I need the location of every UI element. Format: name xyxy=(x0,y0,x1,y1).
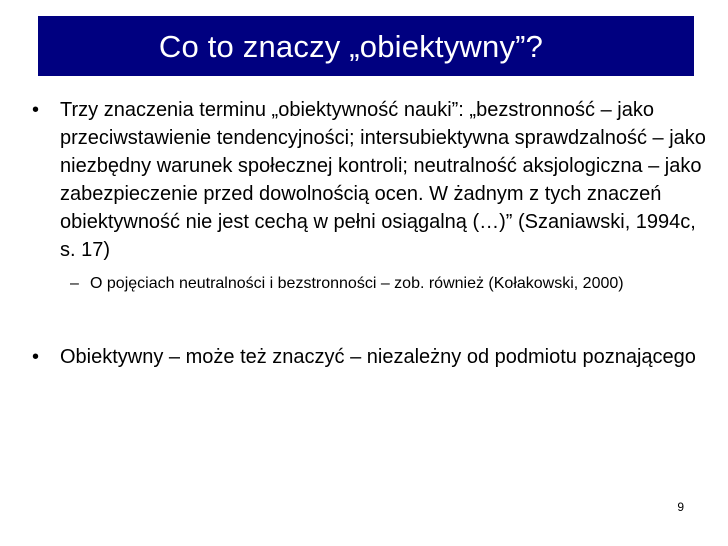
page-number: 9 xyxy=(677,500,684,514)
bullet-dot-icon: • xyxy=(32,99,40,121)
bullet-item xyxy=(30,343,710,371)
bullet-text: Obiektywny – może też znaczyć – niezależny od podmiotu poznającego xyxy=(60,346,696,368)
bullet-text: Trzy znaczenia terminu „obiektywność nauki”: „bezstronność – jako przeciwstawienie tendencyjności; intersubiektywna sprawdzalność – jako niezbędny warunek społecznej kontroli; neutralność aksjologiczna – jako zabezpieczenie przed dowolnością ocen. W żadnym z tych znaczeń obiektywność nie jest cechą w pełni osiągalną (…)” (Szaniawski, 1994c, s. 17) xyxy=(60,99,706,261)
dash-icon: – xyxy=(70,275,79,292)
bullet-item xyxy=(30,96,710,264)
bullet-dot-icon: • xyxy=(32,346,40,368)
slide-title: Co to znaczy „obiektywny”? xyxy=(158,29,544,64)
title-bar xyxy=(38,16,694,76)
sub-bullet-item xyxy=(30,272,710,296)
sub-bullet-text: O pojęciach neutralności i bezstronności – zob. również (Kołakowski, 2000) xyxy=(90,275,624,292)
slide-content xyxy=(30,96,710,371)
